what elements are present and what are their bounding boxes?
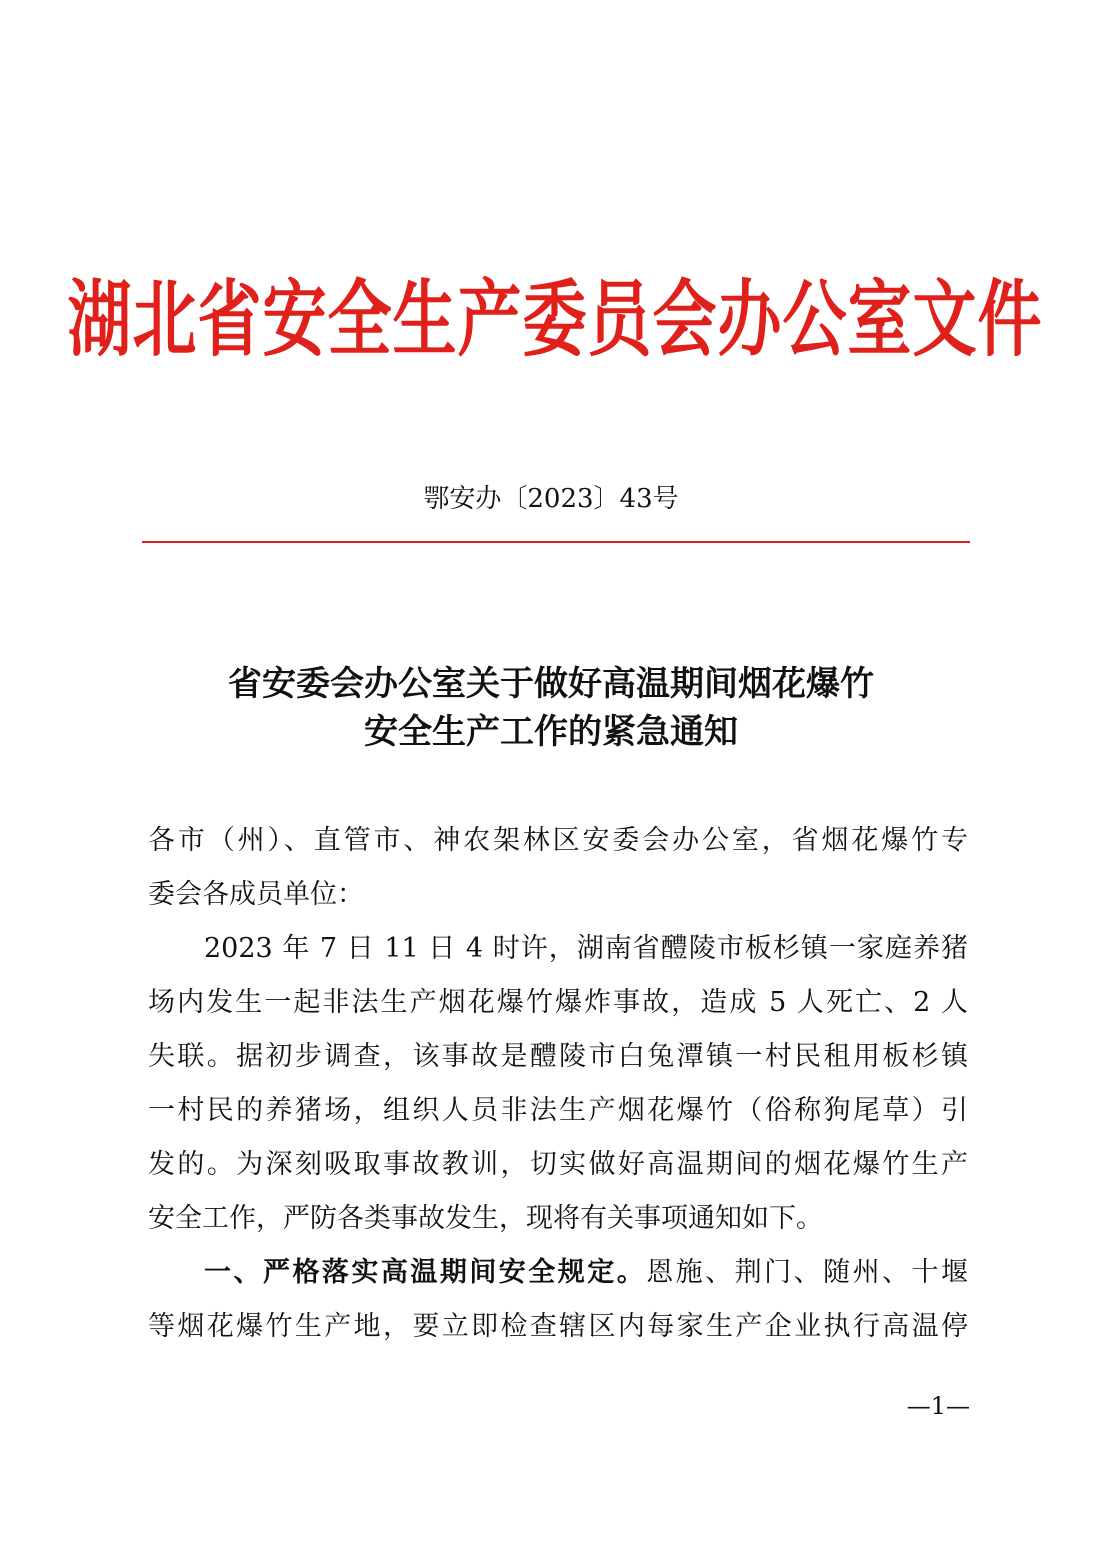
section-1-line-2: 等烟花爆竹生产地，要立即检查辖区内每家生产企业执行高温停 [148,1311,968,1342]
paragraph-1-line-3: 失联。据初步调查，该事故是醴陵市白兔潭镇一村民租用板杉镇 [148,1041,968,1072]
notice-title-line-1: 省安委会办公室关于做好高温期间烟花爆竹 [228,664,874,704]
section-1-heading: 一、严格落实高温期间安全规定。 [204,1257,647,1288]
section-1-line-1-rest: 恩施、荆门、随州、十堰 [646,1257,969,1288]
masthead-title: 湖北省安全生产委员会办公室文件 [67,272,1043,369]
page-number: —1— [906,1392,970,1420]
paragraph-1-line-5: 发的。为深刻吸取事故教训，切实做好高温期间的烟花爆竹生产 [148,1149,968,1180]
red-separator-line [142,541,970,543]
paragraph-1-line-1: 2023 年 7 日 11 日 4 时许，湖南省醴陵市板杉镇一家庭养猪 [204,933,968,964]
paragraph-1-line-2: 场内发生一起非法生产烟花爆竹爆炸事故，造成 5 人死亡、2 人 [148,987,968,1018]
paragraph-1-line-4: 一村民的养猪场，组织人员非法生产烟花爆竹（俗称狗尾草）引 [148,1095,968,1126]
section-1-line-1 [148,1246,968,1300]
notice-title [0,660,1102,756]
paragraph-1-line-6: 安全工作，严防各类事故发生，现将有关事项通知如下。 [148,1203,823,1234]
notice-title-line-2: 安全生产工作的紧急通知 [364,712,738,752]
addressee-line-2: 委会各成员单位： [148,879,364,910]
body-text [148,814,968,1354]
document-number: 鄂安办〔2023〕43号 [423,484,679,514]
addressee-line-1: 各市（州）、直管市、神农架林区安委会办公室，省烟花爆竹专 [148,825,968,856]
